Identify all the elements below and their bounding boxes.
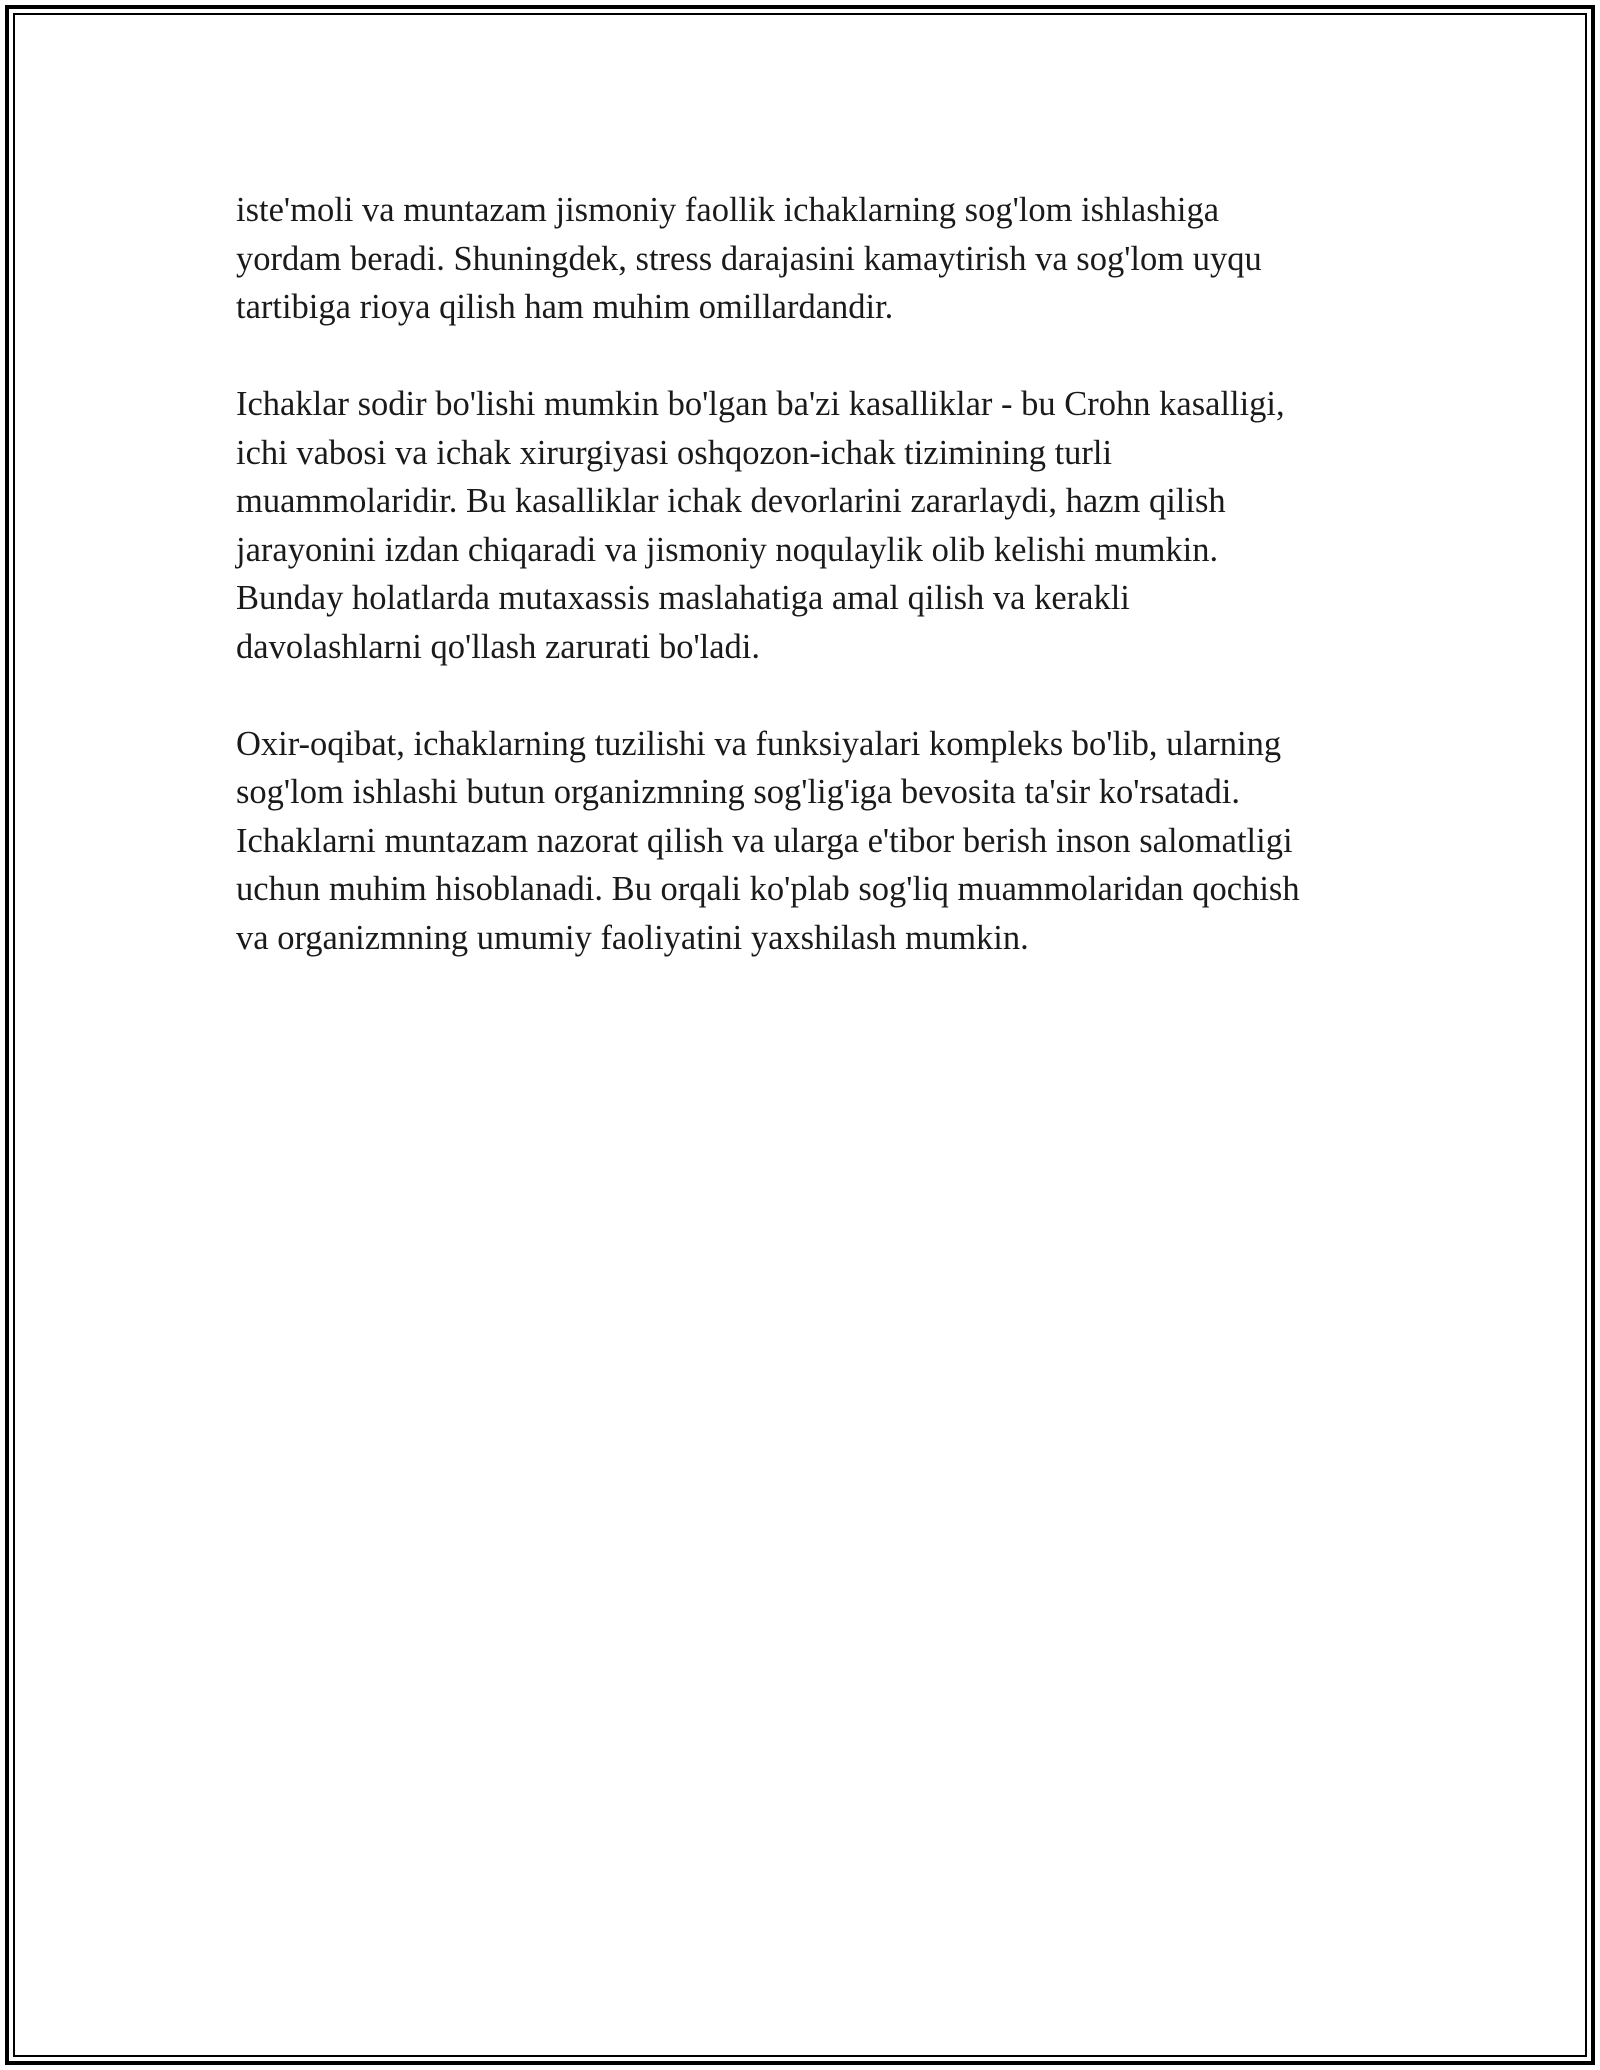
text-line: jarayonini izdan chiqaradi va jismoniy noqulaylik olib kelishi mumkin. [236, 530, 1219, 569]
text-line: muammolaridir. Bu kasalliklar ichak devorlarini zararlaydi, hazm qilish [236, 482, 1226, 520]
text-line: Oxir-oqibat, ichaklarning tuzilishi va funksiyalari kompleks bo'lib, ularning [236, 724, 1282, 763]
text-line: tartibiga rioya qilish ham muhim omillardandir. [236, 288, 894, 326]
text-line: Ichaklar sodir bo'lishi mumkin bo'lgan ba'zi kasalliklar - bu Crohn kasalligi, [236, 385, 1285, 423]
text-line: ichi vabosi va ichak xirurgiyasi oshqozon-ichak tizimining turli [236, 433, 1113, 472]
text-line: Bunday holatlarda mutaxassis maslahatiga amal qilish va kerakli [236, 579, 1130, 617]
text-line: davolashlarni qo'llash zarurati bo'ladi. [236, 627, 761, 666]
paragraph-2 [236, 380, 1396, 671]
text-line: sog'lom ishlashi butun organizmning sog'lig'iga bevosita ta'sir ko'rsatadi. [236, 773, 1241, 811]
text-line: iste'moli va muntazam jismoniy faollik ichaklarning sog'lom ishlashiga [236, 191, 1220, 229]
document-body [236, 186, 1396, 1011]
text-line: yordam beradi. Shuningdek, stress darajasini kamaytirish va sog'lom uyqu [236, 239, 1262, 278]
paragraph-3 [236, 720, 1396, 963]
text-line: uchun muhim hisoblanadi. Bu orqali ko'plab sog'liq muammolaridan qochish [236, 870, 1300, 908]
paragraph-1 [236, 186, 1396, 332]
text-line: Ichaklarni muntazam nazorat qilish va ularga e'tibor berish inson salomatligi [236, 821, 1293, 860]
text-line: va organizmning umumiy faoliyatini yaxshilash mumkin. [236, 918, 1029, 957]
